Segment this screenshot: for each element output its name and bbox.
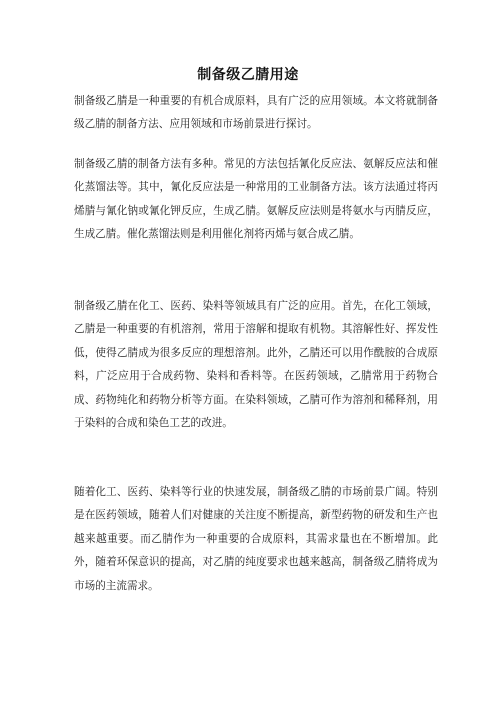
paragraph-intro: 制备级乙腈是一种重要的有机合成原料，具有广泛的应用领域。本文将就制备级乙腈的制备方法、应用领域和市场前景进行探讨。 xyxy=(74,95,438,131)
paragraph-market-outlook: 随着化工、医药、染料等行业的快速发展，制备级乙腈的市场前景广阔。特别是在医药领域，随着人们对健康的关注度不断提高，新型药物的研发和生产也越来越重要。而乙腈作为一种重要的合成原料，其需求量也在不断增加。此外，随着环保意识的提高，对乙腈的纯度要求也越来越高，制备级乙腈将成为市场的主流需求。 xyxy=(74,486,438,592)
paragraph-preparation-methods: 制备级乙腈的制备方法有多种。常见的方法包括氰化反应法、氨解反应法和催化蒸馏法等。其中，氰化反应法是一种常用的工业制备方法。该方法通过将丙烯腈与氰化钠或氰化钾反应，生成乙腈。氨解反应法则是将氨水与丙腈反应，生成乙腈。催化蒸馏法则是利用催化剂将丙烯与氨合成乙腈。 xyxy=(74,158,438,241)
document-title: 制备级乙腈用途 xyxy=(197,67,299,83)
paragraph-applications: 制备级乙腈在化工、医药、染料等领域具有广泛的应用。首先，在化工领域，乙腈是一种重要的有机溶剂，常用于溶解和提取有机物。其溶解性好、挥发性低，使得乙腈成为很多反应的理想溶剂。此外，乙腈还可以用作酰胺的合成原料，广泛应用于合成药物、染料和香料等。在医药领域，乙腈常用于药物合成、药物纯化和药物分析等方面。在染料领域，乙腈可作为溶剂和稀释剂，用于染料的合成和染色工艺的改进。 xyxy=(74,300,438,430)
